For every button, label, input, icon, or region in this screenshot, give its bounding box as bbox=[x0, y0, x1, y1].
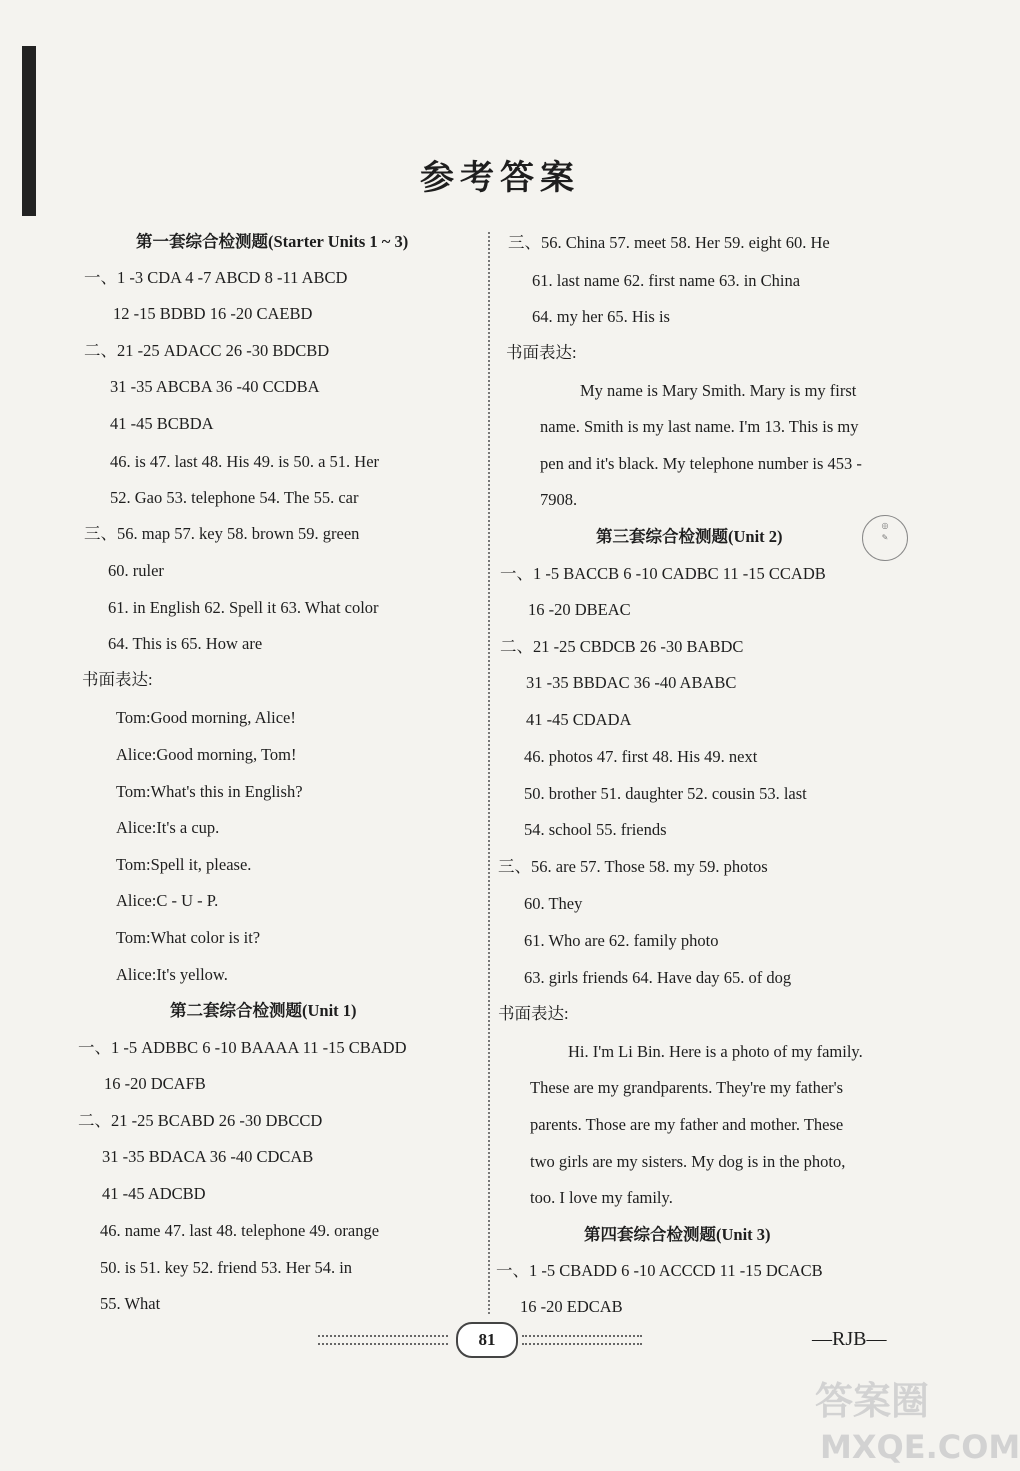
answer-line: too. I love my family. bbox=[530, 1188, 673, 1207]
answer-line: 55. What bbox=[100, 1294, 161, 1313]
answer-line: 一、1 -5 CBADD 6 -10 ACCCD 11 -15 DCACB bbox=[496, 1261, 823, 1280]
section-heading: 第三套综合检测题(Unit 2) bbox=[596, 527, 783, 546]
answer-line: 一、1 -3 CDA 4 -7 ABCD 8 -11 ABCD bbox=[84, 268, 348, 287]
answer-line: 41 -45 CDADA bbox=[526, 710, 632, 729]
answer-line: Hi. I'm Li Bin. Here is a photo of my family. bbox=[568, 1042, 863, 1061]
watermark-logo: 答案圈 bbox=[815, 1379, 930, 1423]
answer-line: Alice:It's yellow. bbox=[116, 965, 228, 984]
section-heading: 第四套综合检测题(Unit 3) bbox=[584, 1225, 771, 1244]
answer-line: 书面表达: bbox=[498, 1004, 569, 1023]
answer-line: Alice:C - U - P. bbox=[116, 891, 219, 910]
answer-line: 二、21 -25 ADACC 26 -30 BDCBD bbox=[84, 341, 330, 360]
answer-line: 50. brother 51. daughter 52. cousin 53. last bbox=[524, 784, 807, 803]
answer-line: 60. They bbox=[524, 894, 583, 913]
answer-line: 61. Who are 62. family photo bbox=[524, 931, 719, 950]
series-code: —RJB— bbox=[812, 1328, 887, 1350]
answer-line: 63. girls friends 64. Have day 65. of dog bbox=[524, 968, 792, 987]
answer-line: pen and it's black. My telephone number is 453 - bbox=[540, 454, 862, 473]
answer-line: 二、21 -25 BCABD 26 -30 DBCCD bbox=[78, 1111, 323, 1130]
answer-line: 31 -35 BDACA 36 -40 CDCAB bbox=[102, 1147, 314, 1166]
answer-line: 书面表达: bbox=[506, 343, 577, 362]
section-heading: 第二套综合检测题(Unit 1) bbox=[170, 1001, 357, 1020]
answer-line: 52. Gao 53. telephone 54. The 55. car bbox=[110, 488, 359, 507]
answer-line: 三、56. China 57. meet 58. Her 59. eight 60. He bbox=[508, 233, 830, 252]
stamp-icon: ◎ ✎ bbox=[862, 515, 908, 561]
answer-line: 41 -45 ADCBD bbox=[102, 1184, 206, 1203]
answer-line: 7908. bbox=[540, 490, 578, 509]
section-heading: 第一套综合检测题(Starter Units 1 ~ 3) bbox=[136, 232, 409, 251]
answer-line: 41 -45 BCBDA bbox=[110, 414, 214, 433]
answer-line: 64. my her 65. His is bbox=[532, 307, 670, 326]
answer-line: 46. is 47. last 48. His 49. is 50. a 51. Her bbox=[110, 452, 380, 471]
answer-line: 46. name 47. last 48. telephone 49. orange bbox=[100, 1221, 380, 1240]
answer-line: 31 -35 BBDAC 36 -40 ABABC bbox=[526, 673, 737, 692]
answer-line: 一、1 -5 BACCB 6 -10 CADBC 11 -15 CCADB bbox=[500, 564, 826, 583]
answer-line: Alice:It's a cup. bbox=[116, 818, 220, 837]
answer-line: 50. is 51. key 52. friend 53. Her 54. in bbox=[100, 1258, 353, 1277]
answer-line: 一、1 -5 ADBBC 6 -10 BAAAA 11 -15 CBADD bbox=[78, 1038, 407, 1057]
answer-line: Tom:What color is it? bbox=[116, 928, 261, 947]
column-divider bbox=[488, 232, 490, 1314]
answer-line: 61. in English 62. Spell it 63. What color bbox=[108, 598, 379, 617]
answer-line: Alice:Good morning, Tom! bbox=[116, 745, 297, 764]
answer-line: Tom:Good morning, Alice! bbox=[116, 708, 296, 727]
answer-line: parents. Those are my father and mother. These bbox=[530, 1115, 844, 1134]
answer-line: These are my grandparents. They're my father's bbox=[530, 1078, 844, 1097]
footer-ornament-right bbox=[522, 1335, 642, 1345]
footer-ornament-left bbox=[318, 1335, 448, 1345]
answer-line: My name is Mary Smith. Mary is my first bbox=[580, 381, 857, 400]
answer-line: Tom:Spell it, please. bbox=[116, 855, 252, 874]
answer-line: 54. school 55. friends bbox=[524, 820, 667, 839]
page-number: 81 bbox=[456, 1322, 518, 1358]
answer-line: two girls are my sisters. My dog is in the photo, bbox=[530, 1152, 846, 1171]
answer-line: 60. ruler bbox=[108, 561, 164, 580]
answer-line: Tom:What's this in English? bbox=[116, 782, 303, 801]
page-title: 参考答案 bbox=[420, 158, 580, 198]
answer-line: 31 -35 ABCBA 36 -40 CCDBA bbox=[110, 377, 320, 396]
answer-line: 三、56. map 57. key 58. brown 59. green bbox=[84, 524, 360, 543]
answer-line: 16 -20 DCAFB bbox=[104, 1074, 206, 1093]
answer-line: 三、56. are 57. Those 58. my 59. photos bbox=[498, 857, 768, 876]
answer-line: name. Smith is my last name. I'm 13. This is my bbox=[540, 417, 859, 436]
answer-line: 16 -20 EDCAB bbox=[520, 1297, 623, 1316]
answer-line: 16 -20 DBEAC bbox=[528, 600, 631, 619]
answer-line: 61. last name 62. first name 63. in China bbox=[532, 271, 801, 290]
answer-line: 12 -15 BDBD 16 -20 CAEBD bbox=[113, 304, 313, 323]
answer-line: 书面表达: bbox=[82, 670, 153, 689]
watermark-url: MXQE.COM bbox=[820, 1428, 1020, 1466]
answer-line: 64. This is 65. How are bbox=[108, 634, 263, 653]
answer-line: 46. photos 47. first 48. His 49. next bbox=[524, 747, 758, 766]
answer-line: 二、21 -25 CBDCB 26 -30 BABDC bbox=[500, 637, 744, 656]
